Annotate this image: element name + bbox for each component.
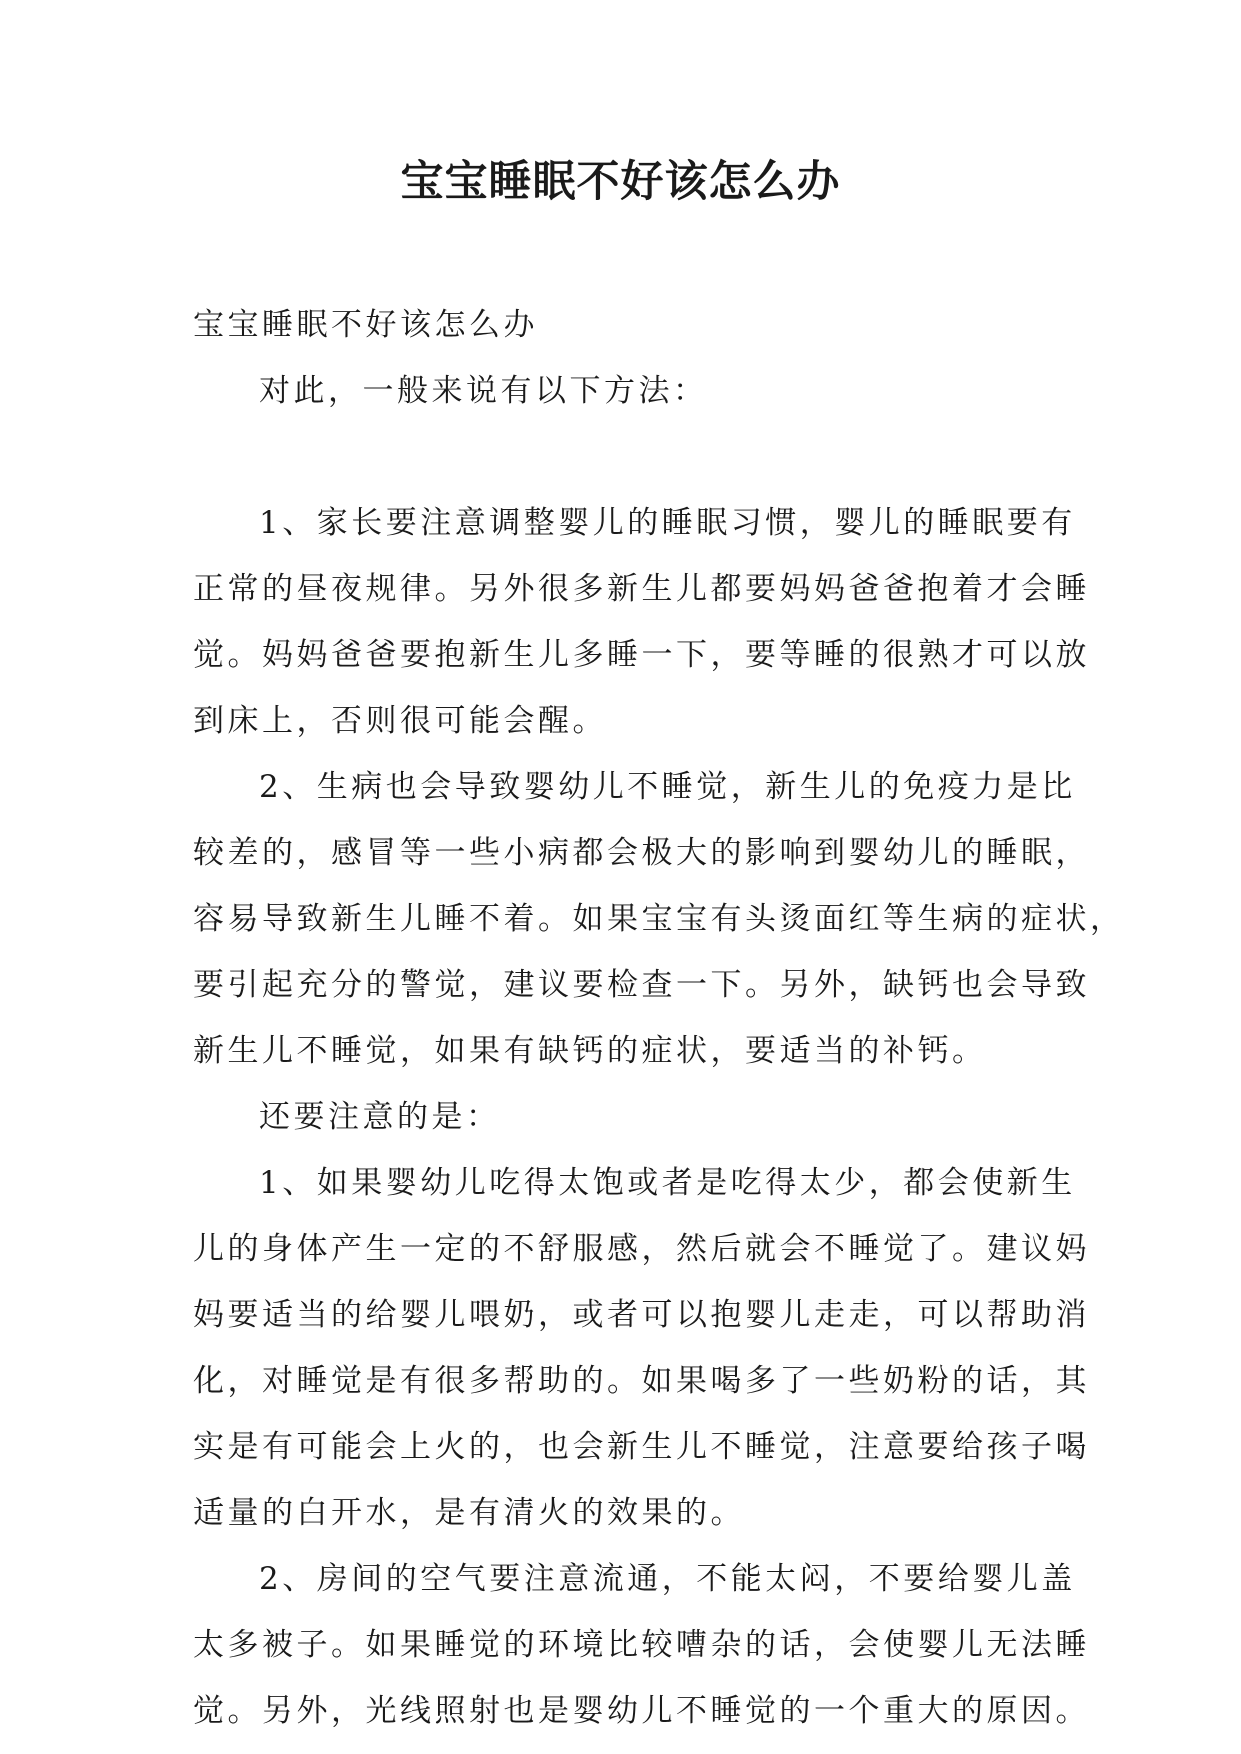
paragraph-1 [193, 490, 1090, 754]
paragraph-line: 新生儿不睡觉，如果有缺钙的症状，要适当的补钙。 [193, 1033, 987, 1069]
document-body [193, 292, 1125, 1744]
paragraph-4 [193, 1546, 1090, 1744]
intro-text: 对此，一般来说有以下方法： [259, 373, 708, 409]
paragraph-line: 正常的昼夜规律。另外很多新生儿都要妈妈爸爸抱着才会睡 [193, 571, 1090, 607]
paragraph-line: 适量的白开水，是有清火的效果的。 [193, 1495, 745, 1531]
paragraph-line: 儿的身体产生一定的不舒服感，然后就会不睡觉了。建议妈 [193, 1231, 1090, 1267]
paragraph-line: 1、家长要注意调整婴儿的睡眠习惯，婴儿的睡眠要有 [259, 505, 1076, 541]
note-heading: 还要注意的是： [259, 1099, 501, 1135]
paragraph-line: 妈要适当的给婴儿喂奶，或者可以抱婴儿走走，可以帮助消 [193, 1297, 1090, 1333]
document-title: 宝宝睡眠不好该怎么办 [400, 157, 841, 207]
paragraph-line: 容易导致新生儿睡不着。如果宝宝有头烫面红等生病的症状， [193, 901, 1125, 937]
paragraph-line: 2、生病也会导致婴幼儿不睡觉，新生儿的免疫力是比 [259, 769, 1076, 805]
paragraph-line: 化，对睡觉是有很多帮助的。如果喝多了一些奶粉的话，其 [193, 1363, 1090, 1399]
paragraph-line: 要引起充分的警觉，建议要检查一下。另外，缺钙也会导致 [193, 967, 1090, 1003]
paragraph-line: 觉。妈妈爸爸要抱新生儿多睡一下，要等睡的很熟才可以放 [193, 637, 1090, 673]
document-subtitle: 宝宝睡眠不好该怎么办 [193, 307, 538, 343]
paragraph-2 [193, 754, 1125, 1084]
paragraph-line: 太多被子。如果睡觉的环境比较嘈杂的话，会使婴儿无法睡 [193, 1627, 1090, 1663]
paragraph-line: 实是有可能会上火的，也会新生儿不睡觉，注意要给孩子喝 [193, 1429, 1090, 1465]
paragraph-line: 觉。另外，光线照射也是婴幼儿不睡觉的一个重大的原因。 [193, 1693, 1090, 1729]
paragraph-line: 到床上，否则很可能会醒。 [193, 703, 607, 739]
blank-line [193, 424, 1063, 490]
paragraph-line: 1、如果婴幼儿吃得太饱或者是吃得太少，都会使新生 [259, 1165, 1076, 1201]
paragraph-3 [193, 1150, 1090, 1546]
paragraph-line: 较差的，感冒等一些小病都会极大的影响到婴幼儿的睡眠， [193, 835, 1090, 871]
paragraph-line: 2、房间的空气要注意流通，不能太闷，不要给婴儿盖 [259, 1561, 1076, 1597]
